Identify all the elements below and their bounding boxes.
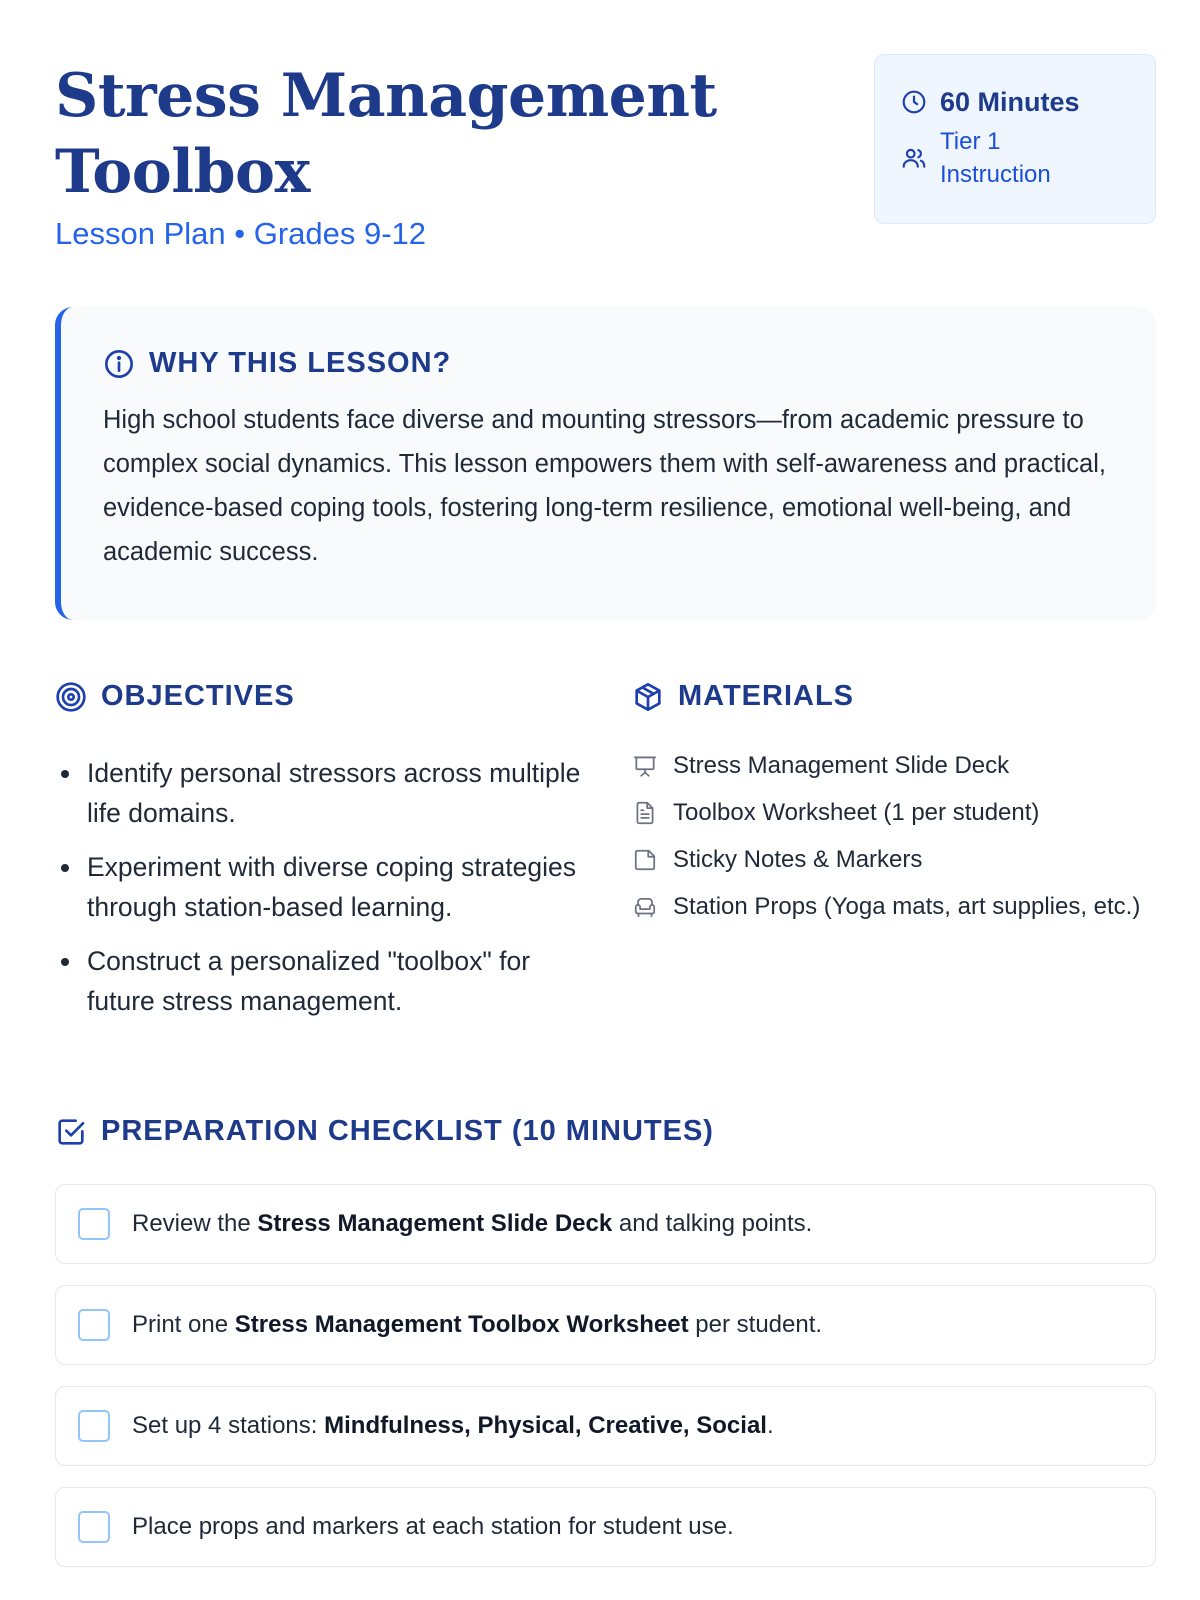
tier-line-1: Tier 1 bbox=[940, 128, 1001, 155]
material-label: Sticky Notes & Markers bbox=[673, 846, 923, 873]
lesson-meta-card bbox=[874, 54, 1156, 224]
title-line-2: Toolbox bbox=[55, 137, 310, 207]
text-post: per student. bbox=[688, 1311, 823, 1338]
duration-row bbox=[901, 85, 1129, 119]
package-icon bbox=[632, 681, 664, 713]
checklist-item bbox=[55, 1487, 1156, 1567]
text-post: . bbox=[766, 1412, 774, 1439]
info-icon bbox=[103, 348, 135, 380]
material-label: Toolbox Worksheet (1 per student) bbox=[673, 799, 1040, 826]
preparation-section bbox=[55, 1115, 1156, 1588]
why-heading-row bbox=[103, 347, 1116, 380]
objectives-list bbox=[55, 753, 595, 1021]
checklist-item bbox=[55, 1285, 1156, 1365]
armchair-icon bbox=[632, 894, 658, 920]
objectives-section bbox=[55, 680, 595, 1035]
materials-list bbox=[632, 749, 1162, 923]
why-body-text: High school students face diverse and mounting stressors—from academic pressure to complex social dynamics. This lesson empowers them with self-awareness and practical, evidence-based coping tools, fostering long-term resilience, emotional well-being, and academic success. bbox=[103, 406, 1106, 566]
materials-section bbox=[632, 680, 1162, 937]
list-item bbox=[632, 749, 1162, 782]
text-bold: Stress Management Toolbox Worksheet bbox=[234, 1311, 689, 1338]
prep-heading-row bbox=[55, 1115, 1156, 1148]
checklist-checkbox[interactable] bbox=[78, 1410, 110, 1442]
page-title bbox=[55, 58, 815, 210]
title-line-1: Stress Management bbox=[55, 61, 717, 131]
objectives-heading: OBJECTIVES bbox=[101, 680, 295, 712]
checklist-checkbox[interactable] bbox=[78, 1208, 110, 1240]
text-pre: Set up 4 stations: bbox=[132, 1412, 325, 1439]
text-pre: Review the bbox=[132, 1210, 258, 1237]
checklist-item bbox=[55, 1386, 1156, 1466]
target-icon bbox=[55, 681, 87, 713]
materials-heading: MATERIALS bbox=[678, 680, 855, 712]
tier-line-2: Instruction bbox=[940, 161, 1051, 188]
tier-row bbox=[901, 125, 1129, 191]
tier-label bbox=[940, 125, 1051, 191]
why-heading: WHY THIS LESSON? bbox=[149, 347, 452, 379]
prep-heading: PREPARATION CHECKLIST (10 MINUTES) bbox=[101, 1115, 714, 1147]
list-item: Construct a personalized "toolbox" for future stress management. bbox=[87, 941, 595, 1021]
checklist-text bbox=[132, 1210, 812, 1238]
duration-label: 60 Minutes bbox=[940, 87, 1080, 117]
materials-heading-row bbox=[632, 680, 1162, 713]
checklist-text bbox=[132, 1311, 822, 1339]
checklist bbox=[55, 1184, 1156, 1567]
clock-icon bbox=[901, 89, 927, 115]
checklist-item bbox=[55, 1184, 1156, 1264]
material-label: Station Props (Yoga mats, art supplies, etc.) bbox=[673, 893, 1141, 920]
objectives-heading-row bbox=[55, 680, 595, 713]
text-bold: Mindfulness, Physical, Creative, Social bbox=[324, 1412, 767, 1439]
list-item bbox=[632, 796, 1162, 829]
text-pre: Place props and markers at each station for student use. bbox=[132, 1513, 734, 1540]
lesson-header bbox=[55, 58, 815, 252]
users-icon bbox=[901, 145, 927, 171]
why-this-lesson-panel bbox=[55, 307, 1156, 620]
text-bold: Stress Management Slide Deck bbox=[257, 1210, 613, 1237]
checklist-checkbox[interactable] bbox=[78, 1511, 110, 1543]
document-icon bbox=[632, 800, 658, 826]
text-pre: Print one bbox=[132, 1311, 235, 1338]
page-subtitle: Lesson Plan • Grades 9-12 bbox=[55, 216, 427, 251]
list-item: Experiment with diverse coping strategies through station-based learning. bbox=[87, 847, 595, 927]
list-item: Identify personal stressors across multiple life domains. bbox=[87, 753, 595, 833]
list-item bbox=[632, 843, 1162, 876]
presentation-icon bbox=[632, 753, 658, 779]
checklist-text bbox=[132, 1513, 734, 1541]
list-item bbox=[632, 890, 1162, 923]
sticky-note-icon bbox=[632, 847, 658, 873]
text-post: and talking points. bbox=[612, 1210, 813, 1237]
checkbox-square-icon bbox=[55, 1116, 87, 1148]
checklist-text bbox=[132, 1412, 774, 1440]
checklist-checkbox[interactable] bbox=[78, 1309, 110, 1341]
material-label: Stress Management Slide Deck bbox=[673, 752, 1010, 779]
